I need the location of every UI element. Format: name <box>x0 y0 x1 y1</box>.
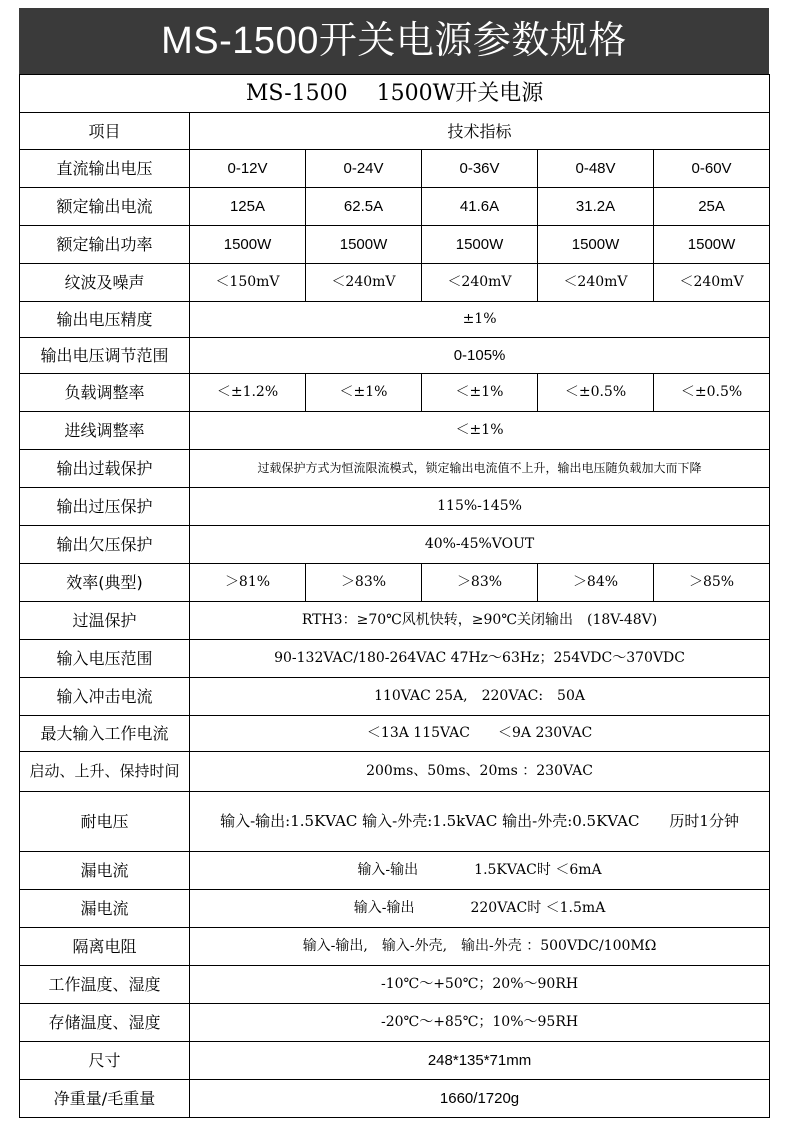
header-item: 项目 <box>20 113 190 150</box>
banner-title: MS-1500开关电源参数规格 <box>19 8 769 74</box>
table-row <box>20 150 770 188</box>
overvoltage-protection-value: 115%-145% <box>190 488 770 526</box>
row-label: 净重量/毛重量 <box>20 1080 190 1118</box>
rated-power-12v: 1500W <box>190 226 306 264</box>
table-row <box>20 640 770 678</box>
table-row <box>20 188 770 226</box>
row-label: 存储温度、湿度 <box>20 1004 190 1042</box>
ripple-noise-36v: ＜240mV <box>422 264 538 302</box>
rated-current-12v: 125A <box>190 188 306 226</box>
rated-power-24v: 1500W <box>306 226 422 264</box>
dc-voltage-48v: 0-48V <box>538 150 654 188</box>
row-label: 漏电流 <box>20 852 190 890</box>
dc-voltage-36v: 0-36V <box>422 150 538 188</box>
efficiency-60v: ＞85% <box>654 564 770 602</box>
row-label: 尺寸 <box>20 1042 190 1080</box>
table-row <box>20 966 770 1004</box>
row-label: 最大输入工作电流 <box>20 716 190 752</box>
row-label: 输出欠压保护 <box>20 526 190 564</box>
row-label: 输出电压精度 <box>20 302 190 338</box>
row-label: 额定输出功率 <box>20 226 190 264</box>
header-spec: 技术指标 <box>190 113 770 150</box>
overload-protection-value: 过载保护方式为恒流限流模式，锁定输出电流值不上升，输出电压随负载加大而下降 <box>190 450 770 488</box>
row-label: 进线调整率 <box>20 412 190 450</box>
row-label: 隔离电阻 <box>20 928 190 966</box>
ripple-noise-24v: ＜240mV <box>306 264 422 302</box>
startup-time-value: 200ms、50ms、20ms ：230VAC <box>190 752 770 792</box>
table-row <box>20 1080 770 1118</box>
table-row <box>20 890 770 928</box>
voltage-adjust-value: 0-105% <box>190 338 770 374</box>
table-row <box>20 1004 770 1042</box>
efficiency-24v: ＞83% <box>306 564 422 602</box>
row-label: 额定输出电流 <box>20 188 190 226</box>
row-label: 纹波及噪声 <box>20 264 190 302</box>
table-row <box>20 716 770 752</box>
isolation-resistance-value: 输入-输出, 输入-外壳, 输出-外壳 ：500VDC/100MΩ <box>190 928 770 966</box>
table-row <box>20 526 770 564</box>
row-label: 漏电流 <box>20 890 190 928</box>
table-row <box>20 226 770 264</box>
input-voltage-range-value: 90-132VAC/180-264VAC 47Hz～63Hz；254VDC～370VDC <box>190 640 770 678</box>
row-label: 输出过压保护 <box>20 488 190 526</box>
table-row <box>20 752 770 792</box>
storage-temp-value: -20℃～+85℃；10%～95RH <box>190 1004 770 1042</box>
row-label: 直流输出电压 <box>20 150 190 188</box>
rated-current-48v: 31.2A <box>538 188 654 226</box>
undervoltage-protection-value: 40%-45%VOUT <box>190 526 770 564</box>
rated-current-60v: 25A <box>654 188 770 226</box>
table-row <box>20 450 770 488</box>
voltage-accuracy-value: ±1% <box>190 302 770 338</box>
row-label: 输出过载保护 <box>20 450 190 488</box>
line-regulation-value: ＜±1% <box>190 412 770 450</box>
weight-value: 1660/1720g <box>190 1080 770 1118</box>
load-regulation-60v: ＜±0.5% <box>654 374 770 412</box>
table-row <box>20 928 770 966</box>
ripple-noise-12v: ＜150mV <box>190 264 306 302</box>
table-row <box>20 602 770 640</box>
dimensions-value: 248*135*71mm <box>190 1042 770 1080</box>
inrush-current-value: 110VAC 25A, 220VAC: 50A <box>190 678 770 716</box>
efficiency-12v: ＞81% <box>190 564 306 602</box>
table-row <box>20 302 770 338</box>
rated-current-24v: 62.5A <box>306 188 422 226</box>
table-row <box>20 852 770 890</box>
table-row <box>20 374 770 412</box>
leakage-2-value: 输入-输出 220VAC时 ＜1.5mA <box>190 890 770 928</box>
efficiency-48v: ＞84% <box>538 564 654 602</box>
row-label: 耐电压 <box>20 792 190 852</box>
row-label: 输入电压范围 <box>20 640 190 678</box>
efficiency-36v: ＞83% <box>422 564 538 602</box>
row-label: 负载调整率 <box>20 374 190 412</box>
row-label: 过温保护 <box>20 602 190 640</box>
header-row <box>20 113 770 150</box>
spec-table <box>19 74 770 1118</box>
table-row <box>20 488 770 526</box>
max-input-current-value: ＜13A 115VAC ＜9A 230VAC <box>190 716 770 752</box>
table-row <box>20 412 770 450</box>
dc-voltage-24v: 0-24V <box>306 150 422 188</box>
ripple-noise-48v: ＜240mV <box>538 264 654 302</box>
subtitle: MS-1500 1500W开关电源 <box>20 75 770 113</box>
dc-voltage-12v: 0-12V <box>190 150 306 188</box>
rated-power-60v: 1500W <box>654 226 770 264</box>
rated-current-36v: 41.6A <box>422 188 538 226</box>
load-regulation-36v: ＜±1% <box>422 374 538 412</box>
row-label: 工作温度、湿度 <box>20 966 190 1004</box>
overtemp-protection-value: RTH3：≥70℃风机快转，≥90℃关闭输出 (18V-48V) <box>190 602 770 640</box>
operating-temp-value: -10℃～+50℃；20%～90RH <box>190 966 770 1004</box>
rated-power-36v: 1500W <box>422 226 538 264</box>
subtitle-row <box>20 75 770 113</box>
row-label: 启动、上升、保持时间 <box>20 752 190 792</box>
row-label: 输入冲击电流 <box>20 678 190 716</box>
load-regulation-12v: ＜±1.2% <box>190 374 306 412</box>
table-row <box>20 678 770 716</box>
ripple-noise-60v: ＜240mV <box>654 264 770 302</box>
withstand-voltage-value: 输入-输出:1.5KVAC 输入-外壳:1.5kVAC 输出-外壳:0.5KVAC 历时1分钟 <box>190 792 770 852</box>
load-regulation-48v: ＜±0.5% <box>538 374 654 412</box>
leakage-1-value: 输入-输出 1.5KVAC时 ＜6mA <box>190 852 770 890</box>
dc-voltage-60v: 0-60V <box>654 150 770 188</box>
spec-sheet <box>19 8 769 1118</box>
table-row <box>20 264 770 302</box>
rated-power-48v: 1500W <box>538 226 654 264</box>
table-row <box>20 564 770 602</box>
row-label: 效率(典型) <box>20 564 190 602</box>
load-regulation-24v: ＜±1% <box>306 374 422 412</box>
table-row <box>20 792 770 852</box>
row-label: 输出电压调节范围 <box>20 338 190 374</box>
table-row <box>20 338 770 374</box>
table-row <box>20 1042 770 1080</box>
